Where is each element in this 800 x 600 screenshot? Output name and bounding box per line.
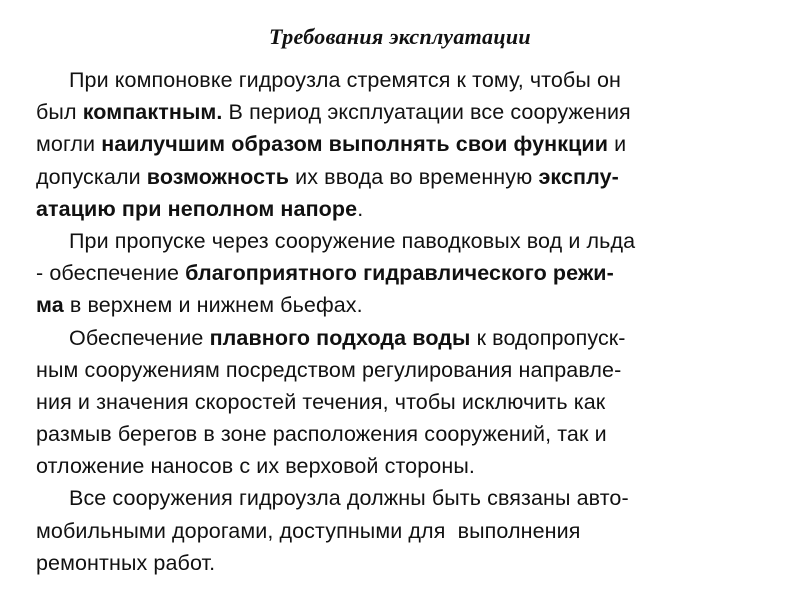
bold-text-segment: ма: [36, 293, 64, 318]
bold-text-segment: компактным.: [82, 100, 223, 125]
text-line: [36, 354, 776, 386]
text-segment: могли: [36, 132, 102, 157]
bold-text-segment: возможность: [146, 164, 290, 189]
text-segment: допускали: [36, 164, 147, 189]
text-segment: их ввода во временную: [289, 164, 539, 189]
text-segment: мобильными дорогами, доступными для выполнения: [36, 518, 581, 543]
bold-text-segment: благоприятного гидравлического режи-: [185, 261, 614, 286]
text-line: [36, 515, 776, 547]
text-line: [36, 64, 776, 96]
text-segment: В период эксплуатации все сооружения: [222, 100, 631, 125]
text-line: [36, 128, 776, 160]
text-segment: размыв берегов в зоне расположения сооружений, так и: [36, 422, 607, 447]
text-segment: отложение наносов с их верховой стороны.: [36, 454, 475, 479]
text-segment: .: [357, 196, 364, 221]
text-line: [36, 161, 776, 193]
text-segment: к водопропуск-: [470, 325, 626, 350]
text-segment: - обеспечение: [36, 261, 186, 286]
text-line: [36, 322, 776, 354]
paragraph: [36, 64, 776, 225]
text-line: [36, 257, 776, 289]
text-segment: ным сооружениям посредством регулирования направле-: [36, 357, 622, 382]
bold-text-segment: наилучшим образом выполнять свои функции: [101, 132, 609, 157]
paragraph: [36, 482, 776, 579]
text-segment: ния и значения скоростей течения, чтобы исключить как: [36, 389, 606, 414]
text-line: [36, 386, 776, 418]
text-line: [36, 193, 776, 225]
text-segment: При компоновке гидроузла стремятся к тому, чтобы он: [69, 68, 621, 92]
text-line: [36, 289, 776, 321]
slide-body: [36, 64, 776, 579]
text-segment: При пропуске через сооружение паводковых вод и льда: [69, 228, 636, 253]
bold-text-segment: плавного подхода воды: [209, 325, 471, 350]
text-segment: в верхнем и нижнем бьефах.: [63, 293, 363, 318]
bold-text-segment: атацию при неполном напоре: [36, 196, 358, 221]
paragraph: [36, 322, 776, 483]
text-segment: ремонтных работ.: [36, 550, 216, 575]
text-line: [36, 547, 776, 579]
slide-title: Требования эксплуатации: [269, 24, 531, 49]
text-line: [36, 418, 776, 450]
text-line: [36, 96, 776, 128]
text-line: [36, 482, 776, 514]
text-segment: и: [608, 132, 627, 157]
text-segment: Обеспечение: [69, 325, 210, 350]
text-segment: был: [36, 100, 83, 125]
text-line: [36, 225, 776, 257]
bold-text-segment: эксплу-: [538, 164, 619, 189]
text-line: [36, 450, 776, 482]
paragraph: [36, 225, 776, 322]
text-segment: Все сооружения гидроузла должны быть связаны авто-: [69, 486, 629, 511]
